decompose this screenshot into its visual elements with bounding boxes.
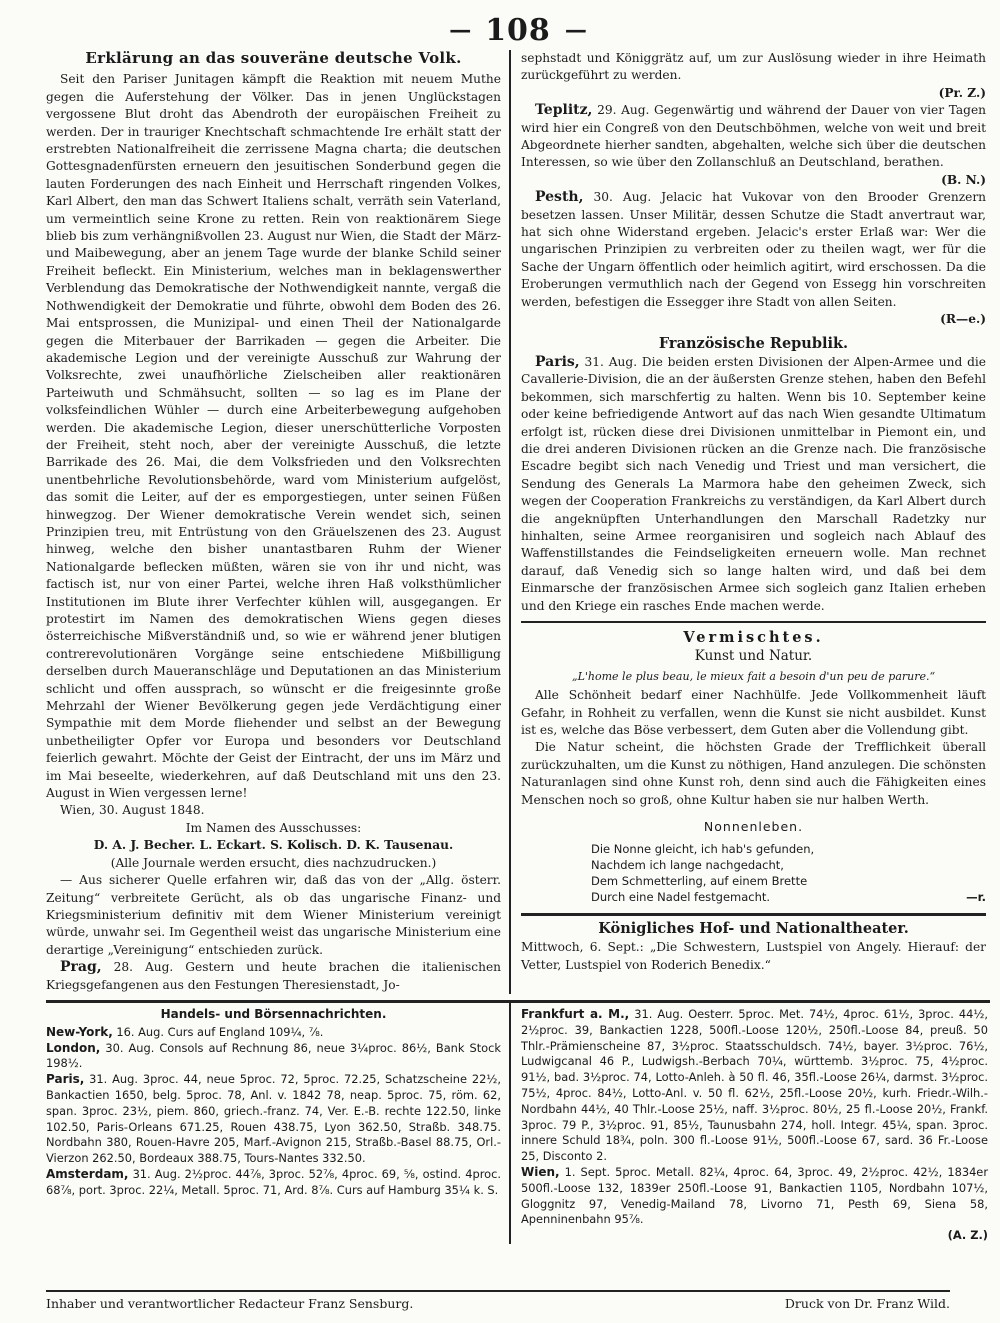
declaration-title: Erklärung an das souveräne deutsche Volk.	[85, 49, 462, 67]
news-paragraph: — Aus sicherer Quelle erfahren wir, daß das von der „Allg. österr. Zeitung“ verbreitete Gerücht, als ob das ungarische Finanz- und Kriegsministerium definitiv mit dem Wiener Ministerium vereinigt würde, unwahr sei. Im Gegentheil weist das ungarische Ministerium eine derartige „Vereinigung“ entschieden zurück.	[46, 873, 501, 957]
left-column	[46, 50, 509, 994]
market-text: 1. Sept. 5proc. Metall. 82¼, 4proc. 64, 3proc. 49, 2½proc. 42½, 1834er 500fl.-Loose 132, 1839er 250fl.-Loose 91, Bankactien 1105, Nordbahn 107½, Gloggnitz 97, Venedig-Mailand 78, Livorno 71, Pesth 69, Siena 58, Apenninenbahn 95⅞.	[521, 1164, 989, 1227]
misc-section-title: Vermischtes.	[683, 629, 824, 646]
pesth-source: (R—e.)	[940, 312, 986, 327]
poem-line	[591, 889, 986, 905]
market-left-column	[46, 1003, 509, 1244]
teplitz-article	[521, 102, 986, 172]
market-title: Handels- und Börsennachrichten.	[160, 1006, 387, 1021]
theater-notice	[521, 913, 986, 974]
market-text: 31. Aug. Oesterr. 5proc. Met. 74½, 4proc. 61½, 3proc. 44½, 2½proc. 39, Bankactien 1228, 500fl.-Loose 120½, 250fl.-Loose 84, preuß. 50 Thlr.-Prämienscheine 87, 3½proc. Staatsschuldsch. 74½, bayer. 3½proc. 76½, Ludwigcanal 46 P., Ludwigsh.-Berbach 70¼, württemb. 3½proc. 75, 4½proc. 91½, bad. 3½proc. 74, Lotto-Anleh. à 50 fl. 46, 35fl.-Loose 26¼, darmst. 3½proc. 75½, 4proc. 84½, Lotto-Anl. v. 50 fl. 62½, 25fl.-Loose 20½, kurh. Friedr.-Wilh.-Nordbahn 44½, 40 Thlr.-Loose 25½, naff. 3½proc. 80½, 25 fl.-Loose 20½, Frankf. 3proc. 79 P., 3½proc. 91, 85½, Taunusbahn 274, holl. Integr. 45¼, span. 3proc. innere Schuld 18¾, poln. 300 fl.-Loose 91½, 500fl.-Loose 67, sard. 36 Fr.-Loose 25, Disconto 2.	[521, 1006, 988, 1164]
market-entry	[46, 1072, 501, 1167]
market-section	[46, 1000, 990, 1244]
poem-line-text: Durch eine Nadel festgemacht.	[591, 890, 771, 905]
art-nature-title: Kunst und Natur.	[694, 648, 813, 665]
market-place: Wien,	[521, 1164, 560, 1179]
poem	[591, 819, 986, 905]
theater-title: Königliches Hof- und Nationaltheater.	[598, 920, 909, 938]
page-footer	[46, 1290, 950, 1311]
market-right-column	[511, 1003, 988, 1244]
poem-title: Nonnenleben.	[703, 819, 804, 835]
market-source: (A. Z.)	[947, 1228, 988, 1243]
market-place: New-York,	[46, 1024, 113, 1039]
market-text: 31. Aug. 2½proc. 44⅞, 3proc. 52⅞, 4proc. 69, ⅝, ostind. 4proc. 68⅞, port. 3proc. 22¼, Metall. 5proc. 71, Ard. 8⅞. Curs auf Hamburg 35¼ k. S.	[46, 1166, 502, 1197]
market-text: 31. Aug. 3proc. 44, neue 5proc. 72, 5proc. 72.25, Schatzscheine 22½, Bankactien 1650, belg. 5proc. 78, Anl. v. 1842 78, neap. 5proc. 75, röm. 62, span. 3proc. 23½, piem. 860, griech.-franz. 74, Ver. E.-B. rechte 122.50, linke 102.50, Paris-Orleans 671.25, Rouen 438.75, Lyon 362.50, Straßb. 348.75. Nordbahn 380, Rouen-Havre 205, Marf.-Avignon 215, Straßb.-Basel 88.75, Orl.-Vierzon 262.50, Bordeaux 388.75, Tours-Nantes 332.50.	[46, 1072, 501, 1166]
pesth-text: 30. Aug. Jelacic hat Vukovar von den Brooder Grenzern besetzen lassen. Unser Militär, dessen Schutze die Stadt anvertraut war, hat sich ohne Widerstand ergeben. Jelacic's erster Erlaß war: Wer die ungarischen Prinzipien zu verbreiten oder zu theilen wagt, wer für die Sache der Ungarn öffentlich oder heimlich agitirt, wird erschossen. Da die Eroberungen vermuthlich nach der Gegend von Essegg hin vorschreiten werden, befestigen die Essegger ihre Stadt von allen Seiten.	[521, 190, 986, 309]
poem-signature: —r.	[966, 890, 986, 905]
teplitz-source: (B. N.)	[941, 172, 986, 187]
page-header	[46, 10, 990, 50]
paris-place: Paris,	[535, 353, 580, 370]
pesth-article	[521, 189, 986, 311]
header-dash-right: —	[564, 17, 587, 43]
declaration-dateline: Wien, 30. August 1848.	[60, 803, 205, 818]
prag-text: 28. Aug. Gestern und heute brachen die italienischen Kriegsgefangenen aus den Festungen Theresienstadt, Jo-	[46, 960, 502, 992]
market-entry	[521, 1007, 988, 1165]
right-column	[511, 50, 986, 994]
continued-source: (Pr. Z.)	[938, 85, 986, 100]
declaration-body: Seit den Pariser Junitagen kämpft die Reaktion mit neuem Muthe gegen die Auferstehung der Völker. Das in jenen Unglückstagen vergossene Blut droht das Abendroth der europäischen Freiheit zu werden. Der in trauriger Knechtschaft schmachtende Ire erhält statt der erstrebten Nationalfreiheit die zerrissene Magna charta; die deutschen Gottesgnadenfürsten erneuern den jesuitischen Sonderbund gegen die lauten Forderungen des nach Einheit und Herrschaft ringenden Volkes, Karl Albert, den man das Schwert Italiens schalt, verräth sein Vaterland, um vermeintlich seine Krone zu retten. Rein von reaktionärem Siege blieb bis zum verhängnißvollen 23. August nur Wien, die Stadt der März- und Maibewegung, aber an jenem Tage wurde der blanke Schild seiner Freiheit befleckt. Ein Ministerium, welches man in beklagenswerther Verblendung das Demokratische der Nothwendigkeit nannte, vergaß die Nothwendigkeit der Demokratie und führte, obwohl dem Boden des 26. Mai entsprossen, die Munizipal- und einen Theil der Nationalgarde gegen die Miterbauer der Barrikaden — gegen die Arbeiter. Die akademische Legion und der vereinigte Ausschuß zur Wahrung der Volksrechte, zwei unaufhörliche Zielscheiben aller reaktionären Parteiwuth und Schmähsucht, sollten — so lag es im Plane der volksfeindlichen Wühler — durch eine Arbeiterbewegung aufgehoben werden. Die akademische Legion, dieser unerschütterliche Vorposten der Freiheit, steht noch, aber der vereinigte Ausschuß, die letzte Barrikade des 26. Mai, die dem Volksfrieden und den Volksrechten unentbehrliche Revolutionsbehörde, ward vom Ministerium aufgelöst, das somit die Leiter, auf der es emporgestiegen, unter seinen Füßen hinwegzog. Der Wiener demokratische Verein wendet sich, seinen Prinzipien treu, mit Entrüstung von den Gräuelszenen des 23. August hinweg, welche den bisher unantastbaren Ruhm der Wiener Nationalgarde beflecken müßten, wären sie von ihr und nicht, was factisch ist, nur von einer Partei, welche ihren Haß volksthümlicher Institutionen im Blute ihrer Verfechter kühlen will, ausgegangen. Er protestirt im Namen des demokratischen Wiens gegen dieses österreichische Mißverständniß und, so wie er während jener blutigen contrerevolutionären Vorgänge seine entschiedene Mißbilligung derselben durch Maueranschläge und Deputationen an das Ministerium schlicht und offen aussprach, so wünscht er die freigesinnte große Mehrzahl der Wiener Bevölkerung gegen jede Verdächtigung einer Sympathie mit dem Morde fliehender und selbst an der Bewegung unbetheiligter Opfer vor Europa und besonders vor Deutschland feierlich gewahrt. Möchte der Geist der Eintracht, der uns im März und im Mai beseelte, wiederkehren, auf daß Deutschland mit uns den 23. August in Wien vergessen lerne!	[46, 72, 501, 801]
paris-article	[521, 354, 986, 615]
section-divider	[521, 621, 986, 623]
french-quote: „L'home le plus beau, le mieux fait a besoin d'un peu de parure.“	[571, 669, 936, 683]
market-place: Frankfurt a. M.,	[521, 1006, 630, 1021]
paris-text: 31. Aug. Die beiden ersten Divisionen der Alpen-Armee und die Cavallerie-Division, die an der äußersten Grenze stehen, haben den Befehl bekommen, sich marschfertig zu halten. Wenn bis 10. September keine oder keine befriedigende Antwort auf das nach Wien gesandte Ultimatum erfolgt ist, rücken diese drei Divisionen unmittelbar in Piemont ein, und die drei anderen Divisionen rücken an die Grenze nach. Die französische Escadre begibt sich nach Venedig und Triest und man versichert, die Sendung des Generals La Marmora habe den geheimen Zweck, sich wegen der Cooperation Frankreichs zu verständigen, da Karl Albert durch die angeknüpften Unterhandlungen den Marschall Radetzky nur hinhalten, seine Armee reorganisiren und sogleich nach Ablauf des Waffenstillstandes die Feindseligkeiten erneuern wolle. Man rechnet darauf, daß Venedig sich so lange halten wird, und daß bei dem Einmarsche der französischen Armee sich sogleich ganz Italien erheben und den Kriege ein rasches Ende machen werde.	[521, 354, 987, 613]
prag-article	[46, 959, 501, 994]
market-entry	[46, 1041, 501, 1073]
poem-line: Die Nonne gleicht, ich hab's gefunden,	[591, 842, 815, 857]
committee-line: Im Namen des Ausschusses:	[185, 820, 362, 835]
teplitz-text: 29. Aug. Gegenwärtig und während der Dauer von vier Tagen wird hier ein Congreß von den Deutschböhmen, welche von weit und breit Abgeordnete hierher sandten, abgehalten, welche sich über die deutschen Interessen, so wie über den Zollanschluß an Deutschland, berathen.	[521, 103, 986, 170]
page-number: 108	[485, 12, 551, 48]
poem-line: Nachdem ich lange nachgedacht,	[591, 858, 784, 873]
journals-note: (Alle Journale werden ersucht, dies nachzudrucken.)	[110, 855, 437, 870]
continued-text: sephstadt und Königgrätz auf, um zur Auslösung wieder in ihre Heimath zurückgeführt zu werden.	[521, 51, 986, 83]
teplitz-place: Teplitz,	[535, 102, 593, 119]
market-entry	[46, 1025, 501, 1041]
printer-line: Druck von Dr. Franz Wild.	[784, 1296, 950, 1311]
signers-line: D. A. J. Becher. L. Eckart. S. Kolisch. D. K. Tausenau.	[93, 838, 454, 853]
market-text: 16. Aug. Curs auf England 109¼, ⅞.	[116, 1024, 324, 1039]
main-columns	[46, 50, 990, 994]
art-nature-paragraph-1: Alle Schönheit bedarf einer Nachhülfe. Jede Vollkommenheit läuft Gefahr, in Rohheit zu verfallen, wenn die Kunst sie nicht ausbildet. Kunst ist es, welche das Böse verbessert, dem Guten aber die Vollendung gibt.	[521, 688, 986, 738]
editor-line: Inhaber und verantwortlicher Redacteur Franz Sensburg.	[46, 1296, 414, 1311]
market-place: London,	[46, 1040, 101, 1055]
art-nature-paragraph-2: Die Natur scheint, die höchsten Grade der Trefflichkeit überall zurückzuhalten, um die Kunst zu nöthigen, Hand anzulegen. Die schönsten Naturanlagen sind ohne Kunst roh, denn sind auch die Fähigkeiten eines Menschen noch so groß, ohne Kultur haben sie nur halben Werth.	[521, 740, 986, 807]
poem-line: Dem Schmetterling, auf einem Brette	[591, 874, 808, 889]
market-entry	[46, 1167, 501, 1199]
prag-place: Prag,	[60, 959, 102, 976]
france-section-title: Französische Republik.	[658, 334, 849, 352]
market-place: Paris,	[46, 1072, 85, 1087]
market-place: Amsterdam,	[46, 1166, 129, 1181]
theater-text: Mittwoch, 6. Sept.: „Die Schwestern, Lustspiel von Angely. Hierauf: der Vetter, Lustspiel von Roderich Benedix.“	[521, 940, 986, 972]
pesth-place: Pesth,	[535, 189, 584, 206]
header-dash-left: —	[449, 17, 472, 43]
market-entry	[521, 1165, 988, 1228]
market-text: 30. Aug. Consols auf Rechnung 86, neue 3¼proc. 86½, Bank Stock 198½.	[46, 1040, 502, 1071]
